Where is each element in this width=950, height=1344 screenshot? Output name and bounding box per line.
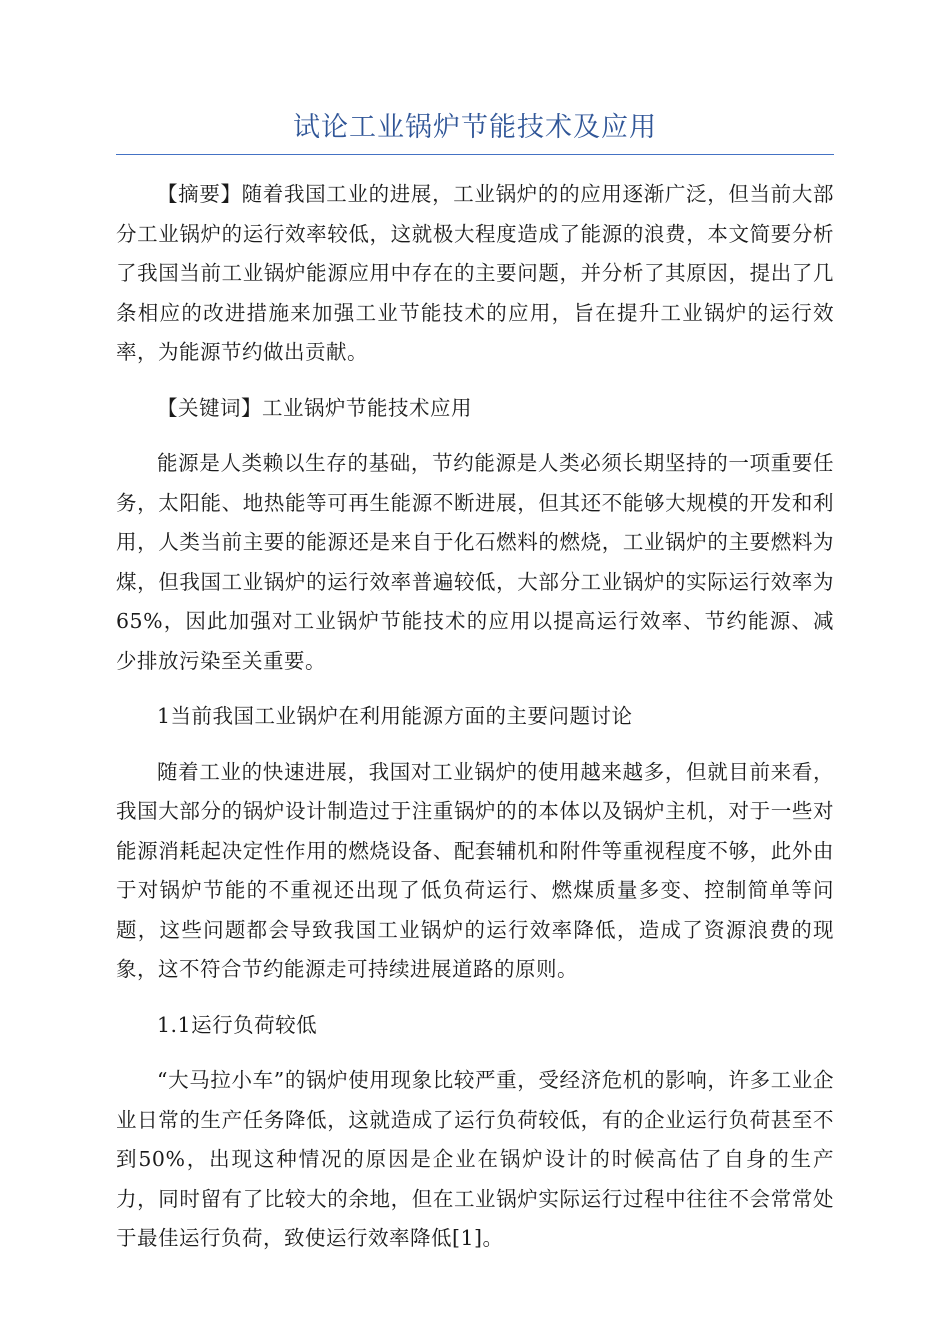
- document-body: [116, 175, 834, 1275]
- section-1-1-paragraph: “大马拉小车”的锅炉使用现象比较严重，受经济危机的影响，许多工业企业日常的生产任务降低，这就造成了运行负荷较低，有的企业运行负荷甚至不到50%，出现这种情况的原因是企业在锅炉设计的时候高估了自身的生产力，同时留有了比较大的余地，但在工业锅炉实际运行过程中往往不会常常处于最佳运行负荷，致使运行效率降低[1]。: [116, 1068, 834, 1250]
- keywords-line: 【关键词】工业锅炉节能技术应用: [157, 395, 472, 420]
- section-1-heading: 1当前我国工业锅炉在利用能源方面的主要问题讨论: [157, 704, 633, 728]
- document-title: 试论工业锅炉节能技术及应用: [293, 112, 657, 143]
- intro-paragraph: 能源是人类赖以生存的基础，节约能源是人类必须长期坚持的一项重要任务，太阳能、地热能等可再生能源不断进展，但其还不能够大规模的开发和利用，人类当前主要的能源还是来自于化石燃料的燃烧，工业锅炉的主要燃料为煤，但我国工业锅炉的运行效率普遍较低，大部分工业锅炉的实际运行效率为65%，因此加强对工业锅炉节能技术的应用以提高运行效率、节约能源、减少排放污染至关重要。: [116, 451, 834, 673]
- section-1-paragraph: 随着工业的快速进展，我国对工业锅炉的使用越来越多，但就目前来看，我国大部分的锅炉设计制造过于注重锅炉的的本体以及锅炉主机，对于一些对能源消耗起决定性作用的燃烧设备、配套辅机和附件等重视程度不够，此外由于对锅炉节能的不重视还出现了低负荷运行、燃煤质量多变、控制简单等问题，这些问题都会导致我国工业锅炉的运行效率降低，造成了资源浪费的现象，这不符合节约能源走可持续进展道路的原则。: [116, 759, 834, 981]
- section-1-1-heading: 1.1运行负荷较低: [157, 1012, 318, 1037]
- title-underline: [116, 154, 834, 155]
- abstract-paragraph: 【摘要】随着我国工业的进展，工业锅炉的的应用逐渐广泛，但当前大部分工业锅炉的运行效率较低，这就极大程度造成了能源的浪费，本文简要分析了我国当前工业锅炉能源应用中存在的主要问题，并分析了其原因，提出了几条相应的改进措施来加强工业节能技术的应用，旨在提升工业锅炉的运行效率，为能源节约做出贡献。: [116, 182, 834, 364]
